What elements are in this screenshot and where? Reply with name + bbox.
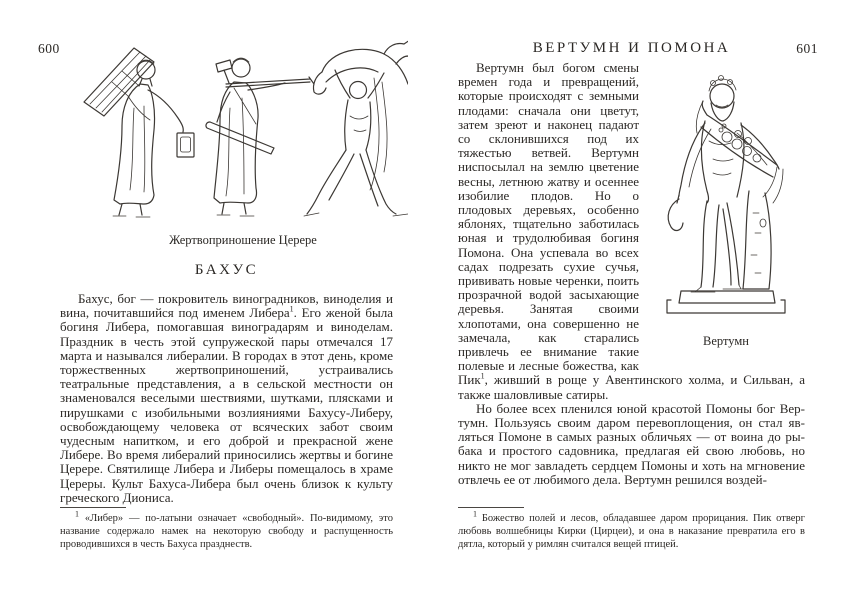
running-head-vertumnus-pomona: ВЕРТУМН И ПОМОНА [532, 40, 731, 56]
right-illustration-caption: Вертумн [703, 334, 749, 348]
right-page-body [458, 61, 805, 487]
chapter-title-bacchus: БАХУС [194, 262, 259, 278]
footnote-text [60, 509, 393, 551]
vertumnus-statue-illustration [647, 63, 805, 356]
statue-vertumnus [667, 76, 785, 314]
left-page-body [60, 292, 393, 505]
left-illustration-caption: Жертвоприношение Церере [169, 233, 317, 247]
footnote-marker: 1 [473, 509, 477, 519]
bacchus-paragraph [60, 292, 393, 505]
footnote-reference: 1 [289, 304, 294, 314]
paragraph-segment: . Его женой была богиня Либера, помогавшая виноградарям и виноделам. Праздник в честь этой супружеской пары отмечался 17 марта и назывался либералии. В городах в этот день, кроме торжественных жертвоприношений, устраивались театральные представления, а в сельской местности он знаменовался веселыми шествиями, шутками, плясками и пирушками с изобильными возлияниями Бахусу-Либеру, освобождающему человека от всяческих забот своим чудесным напитком, и его доброй и прекрасной жене Либере. Во время либералий приносились жертвы и богине Церере. Святилище Либера и Либеры помещалось в храме Цереры. Культ Бахуса-Либера был очень близок к культу греческого Диониса. [60, 305, 393, 505]
figure-animal-carrier [304, 40, 408, 216]
vertumnus-paragraph-2: Но более всех пленился юной красотой Помоны бог Вертумн. Пользуясь своим даром перевоплощения, он стал являться Помоне в самых разных обличьях — от воина до рыбака и простого садовника, предлагая ей свою любовь, но никто не мог завладеть сердцем Помоны и хоть на мгновение отвлечь ее от любимого дела. Вертумн решился воздей- [458, 400, 805, 487]
left-footnote [60, 507, 393, 551]
paragraph-segment: Бахус, бог — покровитель виноградников, виноделия и вина, почитавшийся под именем Либера [60, 291, 393, 321]
sacrifice-procession-drawing [78, 38, 408, 230]
footnote-segment: Божество полей и лесов, обладавшее даром прорицания. Пик отверг любовь волшебницы Кирки (Цирцеи), и она в наказание превратила его в дятла, который у римлян считался вещей птицей. [458, 513, 805, 550]
footnote-text [458, 509, 805, 551]
footnote-rule [60, 507, 126, 508]
footnote-segment: «Либер» — по-латыни означает «свободный». По-видимому, это название содержало намек на некоторую свободу и распущенность проводившихся в честь Бахуса празднеств. [60, 513, 393, 550]
left-page-number: 600 [38, 41, 60, 56]
vertumnus-statue-drawing [651, 63, 801, 331]
right-page-number: 601 [796, 41, 818, 56]
footnote-rule [458, 507, 524, 508]
right-footnote [458, 507, 805, 551]
paragraph-segment: , живший в роще у Авентинского холма, и Сильван, а также шаловливые сатиры. [458, 372, 805, 402]
figure-pole-bearer [206, 58, 314, 216]
paragraph-segment: Вертумн был богом смены времен года и превращений, которые происходят с земными плодами: сначала они цветут, затем зреют и наконец падают со склонившихся под их тяжестью ветвей. Вертумн ниспосылал на землю цветение весны, летнюю жатву и осеннее изобилие плодов. Но о плодовых деревьях, особенно яблонях, тщательно заботилась юная и трудолюбивая богиня Помона. Она успевала во всех садах подрезать сухие сучья, прививать новые черенки, поить прозрачной водой засыхающие деревья. Занятая своими хлопотами, она совершенно не замечала, как старались привлечь ее внимание такие полевые и лесные божества, как Пик [458, 60, 639, 388]
sacrifice-to-ceres-illustration [78, 38, 408, 248]
footnote-marker: 1 [75, 509, 79, 519]
footnote-reference: 1 [480, 372, 485, 382]
figure-bundle-bearer [84, 48, 194, 217]
